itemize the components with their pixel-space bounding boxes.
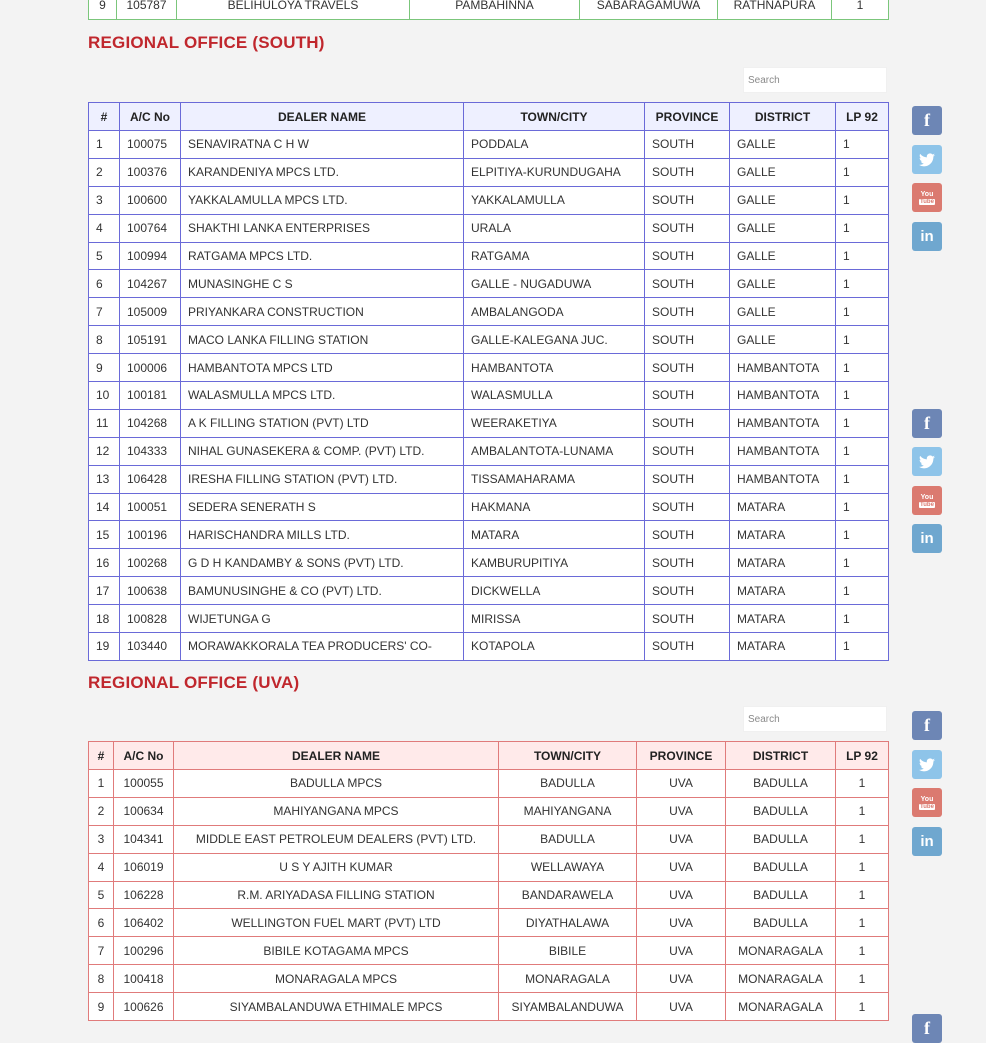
table-row [89, 605, 889, 633]
account-number-cell: 104341 [114, 825, 174, 853]
province-cell: SOUTH [645, 214, 730, 242]
account-number-cell: 106228 [114, 881, 174, 909]
account-number-cell: 105191 [120, 326, 181, 354]
province-cell: SOUTH [645, 354, 730, 382]
district-cell: MATARA [730, 577, 836, 605]
account-number-header[interactable]: A/C No [120, 103, 181, 131]
table-row [89, 937, 889, 965]
number-header[interactable]: # [89, 742, 114, 770]
province-cell: SOUTH [645, 186, 730, 214]
twitter-icon [919, 455, 935, 469]
south-search-input[interactable] [743, 67, 887, 93]
youtube-you-text: You [920, 795, 934, 803]
province-cell: UVA [637, 937, 726, 965]
lp92-cell: 1 [836, 186, 889, 214]
lp92-cell: 1 [836, 881, 889, 909]
facebook-share-button[interactable] [912, 106, 942, 135]
youtube-icon [919, 796, 935, 810]
table-row [89, 158, 889, 186]
account-number-cell: 100600 [120, 186, 181, 214]
town-cell: AMBALANTOTA-LUNAMA [464, 437, 645, 465]
account-number-cell: 105009 [120, 298, 181, 326]
lp92-header[interactable]: LP 92 [836, 103, 889, 131]
youtube-icon [919, 191, 935, 205]
town-cell: YAKKALAMULLA [464, 186, 645, 214]
row-number-cell: 6 [89, 270, 120, 298]
lp92-cell: 1 [836, 242, 889, 270]
youtube-you-text: You [920, 493, 934, 501]
dealer-name-cell: NIHAL GUNASEKERA & COMP. (PVT) LTD. [181, 437, 464, 465]
account-number-cell: 100268 [120, 549, 181, 577]
province-header[interactable]: PROVINCE [645, 103, 730, 131]
dealer-name-cell: IRESHA FILLING STATION (PVT) LTD. [181, 465, 464, 493]
lp92-cell: 1 [836, 909, 889, 937]
district-cell: BADULLA [726, 797, 836, 825]
account-number-cell: 100181 [120, 382, 181, 410]
lp92-cell: 1 [836, 382, 889, 410]
lp92-cell: 1 [836, 993, 889, 1021]
province-cell: UVA [637, 881, 726, 909]
province-cell: SOUTH [645, 298, 730, 326]
town-city-header[interactable]: TOWN/CITY [464, 103, 645, 131]
province-cell: UVA [637, 909, 726, 937]
town-cell: RATGAMA [464, 242, 645, 270]
youtube-tube-text: Tube [920, 803, 934, 810]
town-cell: KOTAPOLA [464, 633, 645, 661]
town-city-header[interactable]: TOWN/CITY [499, 742, 637, 770]
account-number-cell: 100055 [114, 770, 174, 798]
table-row [89, 0, 889, 20]
province-cell: SOUTH [645, 409, 730, 437]
lp92-cell: 1 [832, 0, 889, 20]
row-number-cell: 4 [89, 853, 114, 881]
twitter-icon [919, 153, 935, 167]
youtube-tube-text: Tube [920, 501, 934, 508]
town-cell: WEERAKETIYA [464, 409, 645, 437]
account-number-cell: 100634 [114, 797, 174, 825]
account-number-cell: 103440 [120, 633, 181, 661]
dealer-name-header[interactable]: DEALER NAME [181, 103, 464, 131]
account-number-cell: 100638 [120, 577, 181, 605]
province-cell: SOUTH [645, 549, 730, 577]
linkedin-share-button[interactable] [912, 524, 942, 553]
province-cell: SOUTH [645, 326, 730, 354]
dealer-name-cell: MONARAGALA MPCS [174, 965, 499, 993]
dealer-name-cell: RATGAMA MPCS LTD. [181, 242, 464, 270]
account-number-cell: 105787 [117, 0, 177, 20]
youtube-icon [919, 494, 935, 508]
account-number-cell: 104267 [120, 270, 181, 298]
dealer-name-cell: YAKKALAMULLA MPCS LTD. [181, 186, 464, 214]
lp92-header[interactable]: LP 92 [836, 742, 889, 770]
lp92-cell: 1 [836, 825, 889, 853]
town-cell: DIYATHALAWA [499, 909, 637, 937]
account-number-cell: 100764 [120, 214, 181, 242]
lp92-cell: 1 [836, 409, 889, 437]
province-cell: UVA [637, 965, 726, 993]
province-cell: SOUTH [645, 270, 730, 298]
province-cell: UVA [637, 770, 726, 798]
town-cell: MIRISSA [464, 605, 645, 633]
table-row [89, 382, 889, 410]
province-cell: SOUTH [645, 633, 730, 661]
town-cell: PAMBAHINNA [410, 0, 580, 20]
account-number-cell: 100051 [120, 493, 181, 521]
table-row [89, 993, 889, 1021]
table-row [89, 131, 889, 159]
table-row [89, 409, 889, 437]
lp92-cell: 1 [836, 270, 889, 298]
district-cell: GALLE [730, 131, 836, 159]
town-cell: DICKWELLA [464, 577, 645, 605]
youtube-share-button[interactable] [912, 183, 942, 212]
row-number-cell: 12 [89, 437, 120, 465]
table-row [89, 853, 889, 881]
district-header[interactable]: DISTRICT [730, 103, 836, 131]
row-number-cell: 14 [89, 493, 120, 521]
row-number-cell: 11 [89, 409, 120, 437]
row-number-cell: 1 [89, 770, 114, 798]
district-cell: MONARAGALA [726, 937, 836, 965]
south-table-body [89, 131, 889, 661]
province-cell: SOUTH [645, 131, 730, 159]
table-row [89, 326, 889, 354]
account-number-cell: 100075 [120, 131, 181, 159]
youtube-tube-text: Tube [920, 198, 934, 205]
uva-section-title: REGIONAL OFFICE (UVA) [88, 673, 300, 692]
dealer-name-cell: A K FILLING STATION (PVT) LTD [181, 409, 464, 437]
account-number-cell: 100994 [120, 242, 181, 270]
district-cell: BADULLA [726, 853, 836, 881]
row-number-cell: 8 [89, 326, 120, 354]
south-dealers-table [88, 102, 889, 661]
row-number-cell: 8 [89, 965, 114, 993]
province-cell: UVA [637, 825, 726, 853]
row-number-cell: 1 [89, 131, 120, 159]
district-header[interactable]: DISTRICT [726, 742, 836, 770]
dealer-name-cell: G D H KANDAMBY & SONS (PVT) LTD. [181, 549, 464, 577]
table-row [89, 770, 889, 798]
previous-region-table-body [89, 0, 889, 20]
row-number-cell: 10 [89, 382, 120, 410]
previous-region-table [88, 0, 889, 20]
dealer-name-cell: R.M. ARIYADASA FILLING STATION [174, 881, 499, 909]
lp92-cell: 1 [836, 770, 889, 798]
dealer-name-cell: MIDDLE EAST PETROLEUM DEALERS (PVT) LTD. [174, 825, 499, 853]
province-cell: SOUTH [645, 521, 730, 549]
district-cell: HAMBANTOTA [730, 437, 836, 465]
row-number-cell: 7 [89, 937, 114, 965]
district-cell: BADULLA [726, 909, 836, 937]
town-cell: WELLAWAYA [499, 853, 637, 881]
account-number-cell: 106019 [114, 853, 174, 881]
facebook-icon: f [924, 413, 930, 433]
table-row [89, 186, 889, 214]
dealer-name-cell: MORAWAKKORALA TEA PRODUCERS' CO- [181, 633, 464, 661]
row-number-cell: 16 [89, 549, 120, 577]
account-number-cell: 106428 [120, 465, 181, 493]
district-cell: BADULLA [726, 881, 836, 909]
province-cell: SOUTH [645, 493, 730, 521]
district-cell: GALLE [730, 270, 836, 298]
twitter-share-button[interactable] [912, 145, 942, 174]
linkedin-icon: in [920, 530, 934, 547]
dealer-name-cell: HARISCHANDRA MILLS LTD. [181, 521, 464, 549]
district-cell: HAMBANTOTA [730, 465, 836, 493]
district-cell: GALLE [730, 242, 836, 270]
dealer-name-cell: BADULLA MPCS [174, 770, 499, 798]
account-number-header[interactable]: A/C No [114, 742, 174, 770]
town-cell: GALLE-KALEGANA JUC. [464, 326, 645, 354]
lp92-cell: 1 [836, 354, 889, 382]
province-cell: SOUTH [645, 382, 730, 410]
town-cell: MAHIYANGANA [499, 797, 637, 825]
province-cell: UVA [637, 993, 726, 1021]
lp92-cell: 1 [836, 437, 889, 465]
account-number-cell: 104268 [120, 409, 181, 437]
row-number-cell: 13 [89, 465, 120, 493]
district-cell: MONARAGALA [726, 965, 836, 993]
district-cell: GALLE [730, 326, 836, 354]
district-cell: MATARA [730, 521, 836, 549]
linkedin-icon: in [920, 228, 934, 245]
table-row [89, 437, 889, 465]
uva-search-input[interactable] [743, 706, 887, 732]
district-cell: RATHNAPURA [718, 0, 832, 20]
dealer-name-cell: PRIYANKARA CONSTRUCTION [181, 298, 464, 326]
row-number-cell: 6 [89, 909, 114, 937]
town-cell: HAMBANTOTA [464, 354, 645, 382]
district-cell: GALLE [730, 158, 836, 186]
linkedin-icon: in [920, 833, 934, 850]
twitter-icon [919, 758, 935, 772]
facebook-icon: f [924, 110, 930, 130]
table-row [89, 493, 889, 521]
district-cell: MONARAGALA [726, 993, 836, 1021]
town-cell: MATARA [464, 521, 645, 549]
lp92-cell: 1 [836, 549, 889, 577]
province-header[interactable]: PROVINCE [637, 742, 726, 770]
town-cell: HAKMANA [464, 493, 645, 521]
row-number-cell: 5 [89, 242, 120, 270]
district-cell: MATARA [730, 493, 836, 521]
row-number-cell: 17 [89, 577, 120, 605]
town-cell: MONARAGALA [499, 965, 637, 993]
district-cell: GALLE [730, 186, 836, 214]
town-cell: WALASMULLA [464, 382, 645, 410]
table-row [89, 797, 889, 825]
district-cell: MATARA [730, 633, 836, 661]
town-cell: BADULLA [499, 770, 637, 798]
district-cell: BADULLA [726, 770, 836, 798]
dealer-name-cell: KARANDENIYA MPCS LTD. [181, 158, 464, 186]
district-cell: HAMBANTOTA [730, 382, 836, 410]
lp92-cell: 1 [836, 633, 889, 661]
account-number-cell: 100196 [120, 521, 181, 549]
table-row [89, 633, 889, 661]
dealer-name-cell: MAHIYANGANA MPCS [174, 797, 499, 825]
lp92-cell: 1 [836, 493, 889, 521]
facebook-share-button[interactable] [912, 409, 942, 438]
row-number-cell: 3 [89, 186, 120, 214]
row-number-cell: 9 [89, 354, 120, 382]
lp92-cell: 1 [836, 326, 889, 354]
row-number-cell: 15 [89, 521, 120, 549]
table-row [89, 270, 889, 298]
account-number-cell: 100376 [120, 158, 181, 186]
linkedin-share-button[interactable] [912, 222, 942, 251]
district-cell: HAMBANTOTA [730, 354, 836, 382]
dealer-name-header[interactable]: DEALER NAME [174, 742, 499, 770]
dealer-name-cell: SHAKTHI LANKA ENTERPRISES [181, 214, 464, 242]
table-row [89, 465, 889, 493]
row-number-cell: 2 [89, 158, 120, 186]
lp92-cell: 1 [836, 214, 889, 242]
dealer-name-cell: HAMBANTOTA MPCS LTD [181, 354, 464, 382]
account-number-cell: 104333 [120, 437, 181, 465]
account-number-cell: 100418 [114, 965, 174, 993]
row-number-cell: 5 [89, 881, 114, 909]
twitter-share-button[interactable] [912, 447, 942, 476]
province-cell: UVA [637, 797, 726, 825]
district-cell: GALLE [730, 214, 836, 242]
account-number-cell: 100296 [114, 937, 174, 965]
town-cell: ELPITIYA-KURUNDUGAHA [464, 158, 645, 186]
facebook-share-button[interactable] [912, 711, 942, 740]
lp92-cell: 1 [836, 298, 889, 326]
dealer-name-cell: MUNASINGHE C S [181, 270, 464, 298]
province-cell: SOUTH [645, 577, 730, 605]
table-row [89, 214, 889, 242]
province-cell: SOUTH [645, 605, 730, 633]
dealer-name-cell: SIYAMBALANDUWA ETHIMALE MPCS [174, 993, 499, 1021]
twitter-share-button[interactable] [912, 750, 942, 779]
account-number-cell: 106402 [114, 909, 174, 937]
account-number-cell: 100828 [120, 605, 181, 633]
dealer-name-cell: BELIHULOYA TRAVELS [177, 0, 410, 20]
lp92-cell: 1 [836, 605, 889, 633]
district-cell: MATARA [730, 549, 836, 577]
dealer-name-cell: SEDERA SENERATH S [181, 493, 464, 521]
table-row [89, 521, 889, 549]
table-row [89, 242, 889, 270]
province-cell: SOUTH [645, 437, 730, 465]
lp92-cell: 1 [836, 131, 889, 159]
province-cell: SOUTH [645, 242, 730, 270]
youtube-share-button[interactable] [912, 486, 942, 515]
table-row [89, 298, 889, 326]
lp92-cell: 1 [836, 797, 889, 825]
account-number-cell: 100626 [114, 993, 174, 1021]
lp92-cell: 1 [836, 853, 889, 881]
town-cell: SIYAMBALANDUWA [499, 993, 637, 1021]
town-cell: GALLE - NUGADUWA [464, 270, 645, 298]
youtube-share-button[interactable] [912, 788, 942, 817]
town-cell: BIBILE [499, 937, 637, 965]
table-row [89, 354, 889, 382]
dealer-name-cell: MACO LANKA FILLING STATION [181, 326, 464, 354]
uva-dealers-table [88, 741, 889, 1021]
province-cell: SABARAGAMUWA [580, 0, 718, 20]
town-cell: PODDALA [464, 131, 645, 159]
row-number-cell: 18 [89, 605, 120, 633]
lp92-cell: 1 [836, 158, 889, 186]
dealer-name-cell: SENAVIRATNA C H W [181, 131, 464, 159]
town-cell: BANDARAWELA [499, 881, 637, 909]
row-number-cell: 19 [89, 633, 120, 661]
row-number-cell: 7 [89, 298, 120, 326]
lp92-cell: 1 [836, 577, 889, 605]
facebook-icon: f [924, 715, 930, 735]
town-cell: AMBALANGODA [464, 298, 645, 326]
row-number-cell: 9 [89, 993, 114, 1021]
dealer-name-cell: WELLINGTON FUEL MART (PVT) LTD [174, 909, 499, 937]
account-number-cell: 100006 [120, 354, 181, 382]
lp92-cell: 1 [836, 465, 889, 493]
youtube-you-text: You [920, 190, 934, 198]
table-row [89, 881, 889, 909]
town-cell: BADULLA [499, 825, 637, 853]
district-cell: MATARA [730, 605, 836, 633]
district-cell: HAMBANTOTA [730, 409, 836, 437]
province-cell: SOUTH [645, 465, 730, 493]
dealer-name-cell: WIJETUNGA G [181, 605, 464, 633]
town-cell: TISSAMAHARAMA [464, 465, 645, 493]
south-table-header-row [89, 103, 889, 131]
table-row [89, 549, 889, 577]
lp92-cell: 1 [836, 937, 889, 965]
row-number-cell: 2 [89, 797, 114, 825]
lp92-cell: 1 [836, 521, 889, 549]
town-cell: KAMBURUPITIYA [464, 549, 645, 577]
district-cell: GALLE [730, 298, 836, 326]
uva-table-header-row [89, 742, 889, 770]
lp92-cell: 1 [836, 965, 889, 993]
facebook-share-button[interactable] [912, 1014, 942, 1043]
row-number-cell: 9 [89, 0, 117, 20]
south-section-title: REGIONAL OFFICE (SOUTH) [88, 33, 325, 52]
table-row [89, 577, 889, 605]
town-cell: URALA [464, 214, 645, 242]
dealer-name-cell: BAMUNUSINGHE & CO (PVT) LTD. [181, 577, 464, 605]
province-cell: UVA [637, 853, 726, 881]
uva-table-body [89, 770, 889, 1021]
row-number-cell: 3 [89, 825, 114, 853]
table-row [89, 909, 889, 937]
province-cell: SOUTH [645, 158, 730, 186]
number-header[interactable]: # [89, 103, 120, 131]
district-cell: BADULLA [726, 825, 836, 853]
row-number-cell: 4 [89, 214, 120, 242]
dealer-name-cell: WALASMULLA MPCS LTD. [181, 382, 464, 410]
table-row [89, 965, 889, 993]
linkedin-share-button[interactable] [912, 827, 942, 856]
dealer-name-cell: U S Y AJITH KUMAR [174, 853, 499, 881]
table-row [89, 825, 889, 853]
dealer-name-cell: BIBILE KOTAGAMA MPCS [174, 937, 499, 965]
facebook-icon: f [924, 1018, 930, 1038]
